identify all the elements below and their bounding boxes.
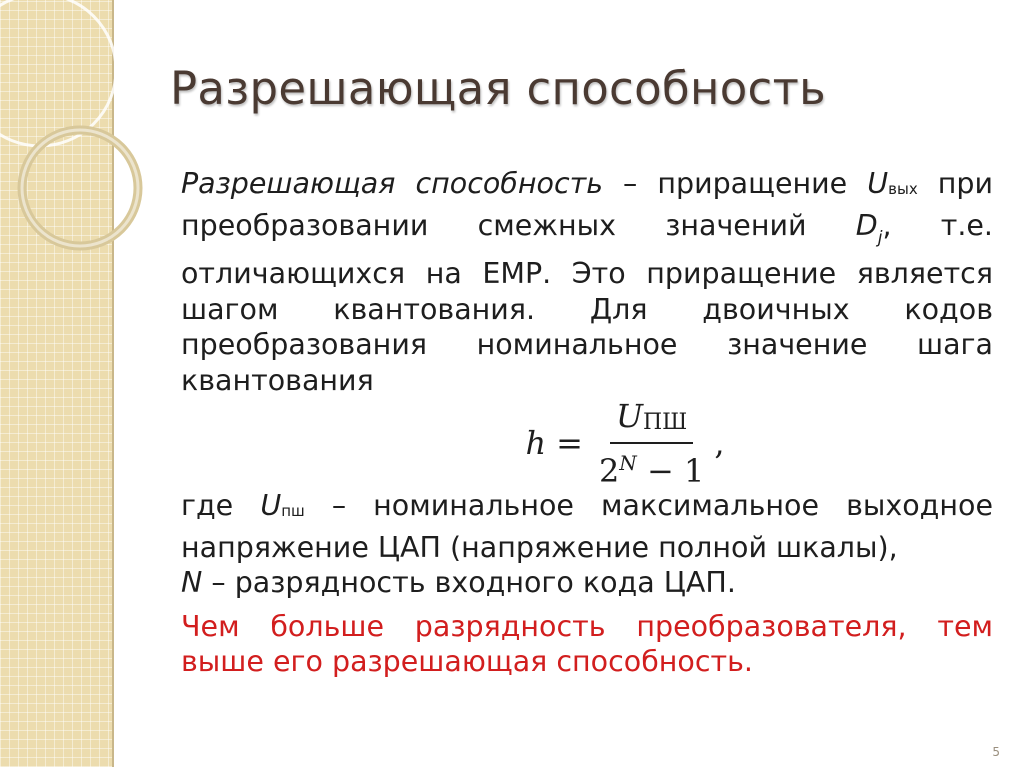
denominator-base: 2 <box>598 452 620 490</box>
n-symbol: N <box>181 566 203 599</box>
slide-title: Разрешающая способность <box>170 62 826 115</box>
definition-text-c: , т.е. отличающихся на ЕМР. Это приращение является шагом квантования. Для двоичных кодов преобразования номинальное значение шага квантования <box>181 208 993 397</box>
formula-fraction <box>593 396 710 490</box>
explanation-text-a: – номинальное максимальное выходное напряжение ЦАП (напряжение полной шкалы), <box>181 489 993 564</box>
decorative-rings <box>0 0 200 300</box>
upsh-symbol: U <box>260 489 282 522</box>
u-subscript: вых <box>888 180 918 198</box>
explanation-where: где <box>181 489 261 522</box>
denominator-rest: − 1 <box>636 452 705 490</box>
highlight-note: Чем больше разрядность преобразователя, тем выше его разрешающая способность. <box>181 609 993 678</box>
formula-equals: = <box>556 424 583 463</box>
upsh-subscript: пш <box>281 502 305 520</box>
quantization-formula <box>257 396 993 490</box>
term: Разрешающая способность <box>181 167 604 200</box>
slide-content <box>181 166 993 680</box>
formula-numerator <box>610 396 693 445</box>
dash: – <box>603 167 658 200</box>
d-symbol: D <box>855 208 878 242</box>
formula-denominator <box>593 444 710 490</box>
page-number: 5 <box>992 745 1000 759</box>
u-symbol: U <box>867 167 889 200</box>
d-subscript: j <box>877 227 883 248</box>
definition-text-b: при преобразовании смежных значений <box>181 167 993 242</box>
formula-comma: , <box>714 424 725 463</box>
definition-text-a: приращение <box>657 167 868 200</box>
numerator-var: U <box>615 396 643 435</box>
explanation-paragraph <box>181 488 993 601</box>
numerator-sub: ПШ <box>642 409 688 435</box>
explanation-text-b: – разрядность входного кода ЦАП. <box>202 566 736 599</box>
denominator-exp: N <box>619 451 637 475</box>
formula-lhs: h <box>525 424 547 463</box>
definition-paragraph <box>181 166 993 398</box>
